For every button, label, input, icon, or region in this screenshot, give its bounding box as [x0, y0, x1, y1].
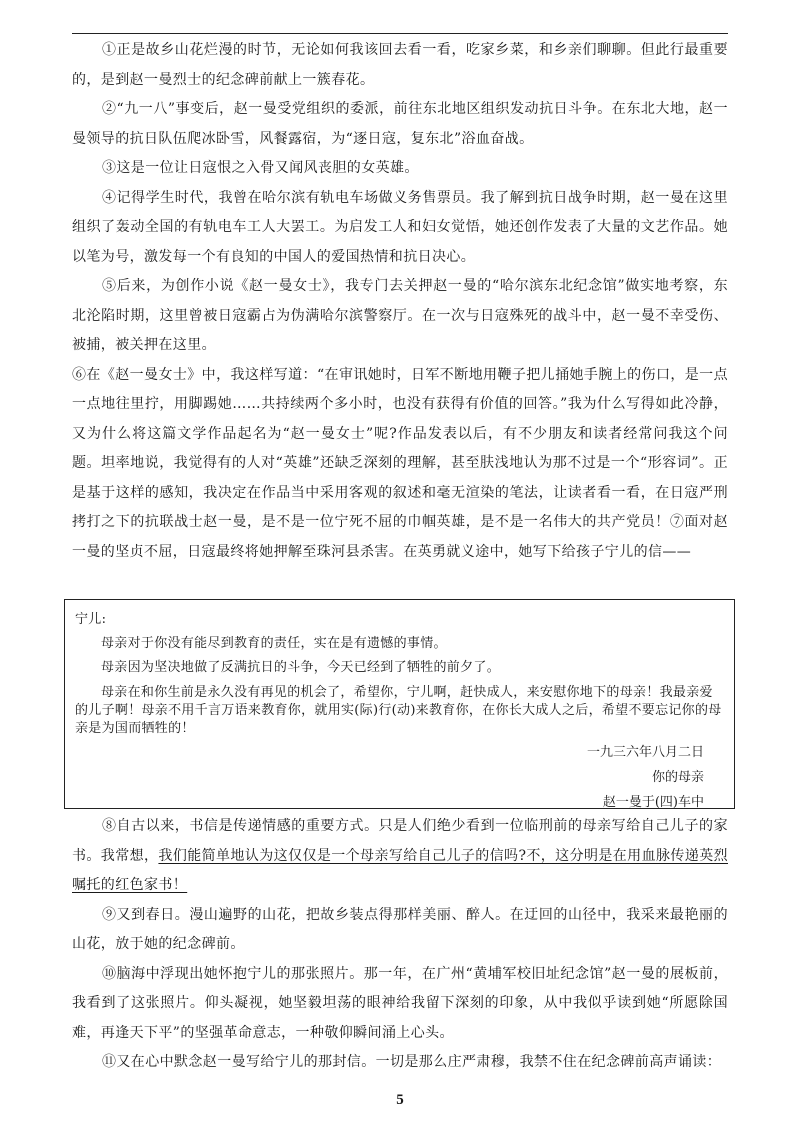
letter-box [64, 599, 735, 809]
letter-date: 一九三六年八月二日 [586, 745, 704, 760]
paragraph-4: ④记得学生时代，我曾在哈尔滨有轨电车场做义务售票员。我了解到抗日战争时期，赵一曼在这里组织了轰动全国的有轨电车工人大罢工。为启发工人和妇女觉悟，她还创作发表了大量的文艺作品。她以笔为号，激发每一个有良知的中国人的爱国热情和抗日决心。 [72, 189, 728, 265]
letter-closing: 你的母亲 [651, 770, 704, 785]
letter-long-line: 母亲在和你生前是永久没有再见的机会了，希望你，宁儿啊，赶快成人，来安慰你地下的母亲！我最亲爱的儿子啊！母亲不用千言万语来教育你，就用实(际)行(动)来教育你，在你长大成人之后，希望不要忘记你的母亲是为国而牺牲的！ [75, 685, 722, 736]
paragraph-8-start: ⑧自古以来，书信是传递情感的重要方式。只是人们绝少看到一位临刑前的母亲写给自己儿子的家书。我常想， [72, 818, 728, 864]
letter-line-2: 母亲因为坚决地做了反满抗日的斗争，今天已经到了牺牲的前夕了。 [101, 660, 501, 675]
paragraph-1: ①正是故乡山花烂漫的时节，无论如何我该回去看一看，吃家乡菜，和乡亲们聊聊。但此行最重要的，是到赵一曼烈士的纪念碑前献上一簇春花。 [72, 42, 728, 88]
paragraph-2: ②“九一八”事变后，赵一曼受党组织的委派，前往东北地区组织发动抗日斗争。在东北大地，赵一曼领导的抗日队伍爬冰卧雪，风餐露宿，为“逐日寇，复东北”浴血奋战。 [72, 101, 728, 147]
main-text-bottom [72, 812, 728, 1078]
paragraph-8 [72, 812, 728, 901]
main-text-top [72, 36, 728, 567]
paragraph-11: ⑪又在心中默念赵一曼写给宁儿的那封信。一切是那么庄严肃穆，我禁不住在纪念碑前高声诵读： [102, 1054, 722, 1070]
paragraph-6: ⑥在《赵一曼女士》中，我这样写道：“在审讯她时，日军不断地用鞭子把儿捅她手腕上的伤口，是一点一点地往里拧，用脚踢她……共持续两个多小时，也没有获得有价值的回答。”我为什么写得如此冷静，又为什么将这篇文学作品起名为“赵一曼女士”呢?作品发表以后，有不少朋友和读者经常问我这个问题。坦率地说，我觉得有的人对“英雄”还缺乏深刻的理解，甚至肤浅地认为那不过是一个“形容词”。正是基于这样的感知，我决定在作品当中采用客观的叙述和毫无渲染的笔法，让读者看一看，在日寇严刑拷打之下的抗联战士赵一曼，是不是一位宁死不屈的巾帼英雄，是不是一名伟大的共产党员！⑦面对赵一曼的坚贞不屈，日寇最终将她押解至珠河县杀害。在英勇就义途中，她写下给孩子宁儿的信—— [72, 366, 728, 560]
paragraph-10: ⑩脑海中浮现出她怀抱宁儿的那张照片。那一年，在广州“黄埔军校旧址纪念馆”赵一曼的展板前，我看到了这张照片。仰头凝视，她坚毅坦荡的眼神给我留下深刻的印象，从中我似乎读到她“所愿除国难，再逢天下平”的坚强革命意志，一种敬仰瞬间涌上心头。 [72, 965, 728, 1041]
page-number: 5 [396, 1092, 404, 1108]
paragraph-8-underlined: 我们能简单地认为这仅仅是一个母亲写给自己儿子的信吗?不，这分明是在用血脉传递英烈嘱托的红色家书！ [72, 847, 728, 893]
top-rule [72, 33, 728, 34]
letter-signature: 赵一曼于(四)车中 [602, 795, 704, 810]
paragraph-3: ③这是一位让日寇恨之入骨又闻风丧胆的女英雄。 [102, 160, 419, 176]
letter-line-1: 母亲对于你没有能尽到教育的责任，实在是有遗憾的事情。 [101, 636, 447, 651]
paragraph-9: ⑨又到春日。漫山遍野的山花，把故乡装点得那样美丽、醉人。在迂回的山径中，我采来最艳丽的山花，放于她的纪念碑前。 [72, 906, 728, 952]
paragraph-5: ⑤后来，为创作小说《赵一曼女士》，我专门去关押赵一曼的“哈尔滨东北纪念馆”做实地考察，东北沦陷时期，这里曾被日寇霸占为伪满哈尔滨警察厅。在一次与日寇殊死的战斗中，赵一曼不幸受伤、被捕，被关押在这里。 [72, 278, 728, 353]
letter-salutation: 宁儿: [75, 612, 107, 627]
letter-signature-block [75, 740, 722, 815]
